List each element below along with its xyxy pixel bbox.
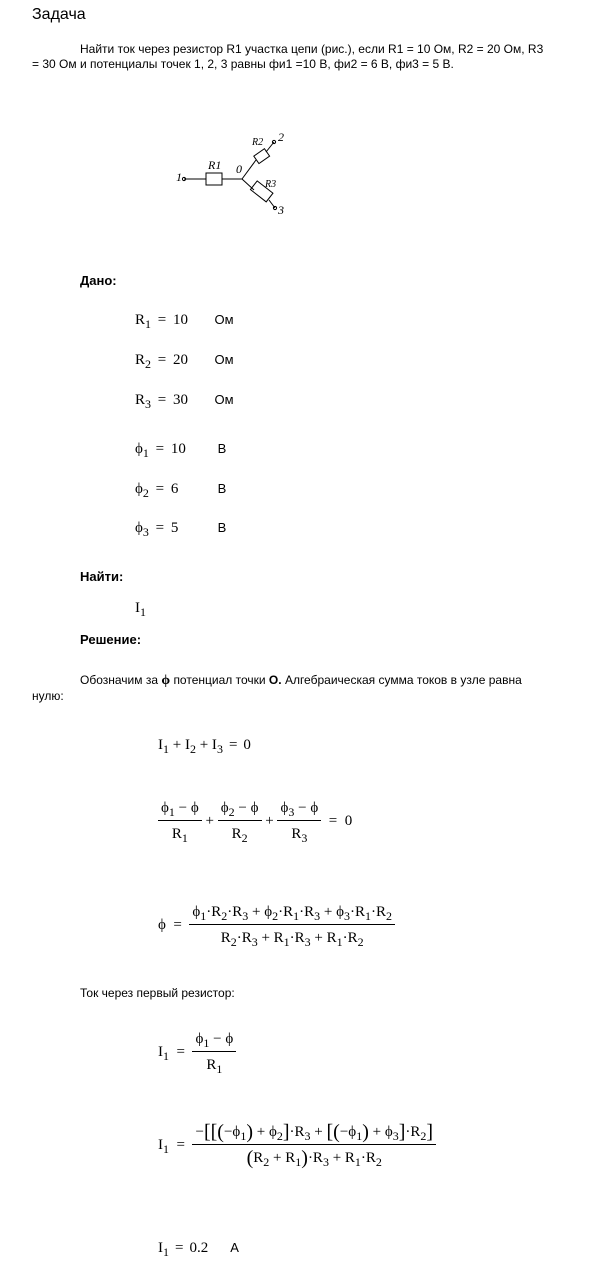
problem-line-2: = 30 Ом и потенциалы точек 1, 2, 3 равны фи1 =10 В, фи2 = 6 В, фи3 = 5 В.: [32, 57, 454, 71]
given-subscript: 1: [142, 446, 149, 460]
equation-currents: $\frac{\phi_1 - \phi}{R_1}$ + $\frac{\phi_2 - \phi}{R_2}$ + $\frac{\phi_3 - \phi}{R_3}$ = 0: [158, 800, 352, 843]
given-item: [135, 441, 237, 458]
given-value: 10: [173, 312, 189, 328]
given-item: [135, 352, 239, 369]
given-value: 30: [173, 392, 189, 408]
wire-2a: [242, 160, 256, 179]
label-point-1: 1: [176, 170, 182, 184]
given-value: 5: [170, 520, 179, 536]
solution-text-line-2: нулю:: [32, 689, 64, 703]
given-item: [135, 481, 237, 498]
given-symbol: ϕ: [135, 441, 143, 457]
equation-phi: ϕ = $\frac{\phi_1\cdot R_2\cdot R_3 + \phi_2\cdot R_1\cdot R_3 + \phi_3\cdot R_1\cdot R_2}{R_2\cdot R_3 + R_1\cdot R_3 + R_1\cdot R_2}$: [158, 904, 395, 947]
result-value: 0.2: [189, 1240, 209, 1256]
page-title: Задача: [32, 6, 86, 23]
given-equals: =: [157, 312, 167, 328]
given-unit: Ом: [214, 352, 234, 367]
equation-i1-expanded: $I_1$ = $\frac{-[[(-\phi_1) + \phi_2]\cdot R_3 + [(-\phi_1) + \phi_3]\cdot R_2]}{(R_2 + R_1)\cdot R_3 + R_1\cdot R_2}$: [158, 1124, 436, 1167]
equation-kirchhoff: $I_1 + I_2 + I_3 = 0$: [158, 737, 251, 756]
circuit-diagram: [170, 128, 300, 224]
current-text: Ток через первый резистор:: [80, 986, 235, 1000]
given-unit: Ом: [214, 392, 234, 407]
given-item: [135, 520, 237, 537]
given-subscript: 3: [145, 397, 152, 411]
given-unit: В: [217, 520, 227, 535]
given-symbol: ϕ: [135, 520, 143, 536]
label-point-3: 3: [278, 203, 284, 217]
result-unit: А: [230, 1240, 239, 1255]
given-subscript: 2: [142, 486, 149, 500]
given-unit: В: [217, 481, 227, 496]
label-r3: R3: [265, 179, 277, 190]
label-r1: R1: [208, 158, 222, 172]
problem-line-1: Найти ток через резистор R1 участка цепи (рис.), если R1 = 10 Ом, R2 = 20 Ом, R3: [80, 42, 544, 56]
given-value: 10: [170, 441, 186, 457]
resistor-r1: [206, 173, 222, 185]
given-equals: =: [157, 392, 167, 408]
given-item: [135, 392, 239, 409]
given-symbol: R: [135, 312, 146, 328]
label-node-0: 0: [236, 162, 242, 176]
given-symbol: R: [135, 352, 146, 368]
given-equals: =: [155, 481, 165, 497]
find-target: $I_1$: [135, 600, 146, 619]
given-value: 6: [170, 481, 179, 497]
given-subscript: 3: [142, 525, 149, 539]
given-equals: =: [157, 352, 167, 368]
find-heading: Найти:: [80, 569, 124, 584]
given-subscript: 1: [145, 317, 152, 331]
solution-text-line-1: Обозначим за ϕ потенциал точки O. Алгебраическая сумма токов в узле равна: [80, 673, 522, 688]
given-equals: =: [155, 441, 165, 457]
given-value: 20: [173, 352, 189, 368]
solution-heading: Решение:: [80, 632, 142, 647]
label-point-2: 2: [278, 130, 284, 144]
given-symbol: R: [135, 392, 146, 408]
given-item: [135, 312, 239, 329]
given-unit: В: [217, 441, 227, 456]
result: $I_1 = 0.2$ А: [158, 1240, 239, 1259]
given-heading: Дано:: [80, 273, 117, 288]
given-symbol: ϕ: [135, 481, 143, 497]
given-equals: =: [155, 520, 165, 536]
equation-i1-formula: $I_1$ = $\frac{\phi_1 - \phi}{R_1}$: [158, 1031, 236, 1074]
wire-3a: [242, 179, 254, 190]
given-unit: Ом: [214, 312, 234, 327]
label-r2: R2: [252, 137, 264, 148]
given-subscript: 2: [145, 357, 152, 371]
